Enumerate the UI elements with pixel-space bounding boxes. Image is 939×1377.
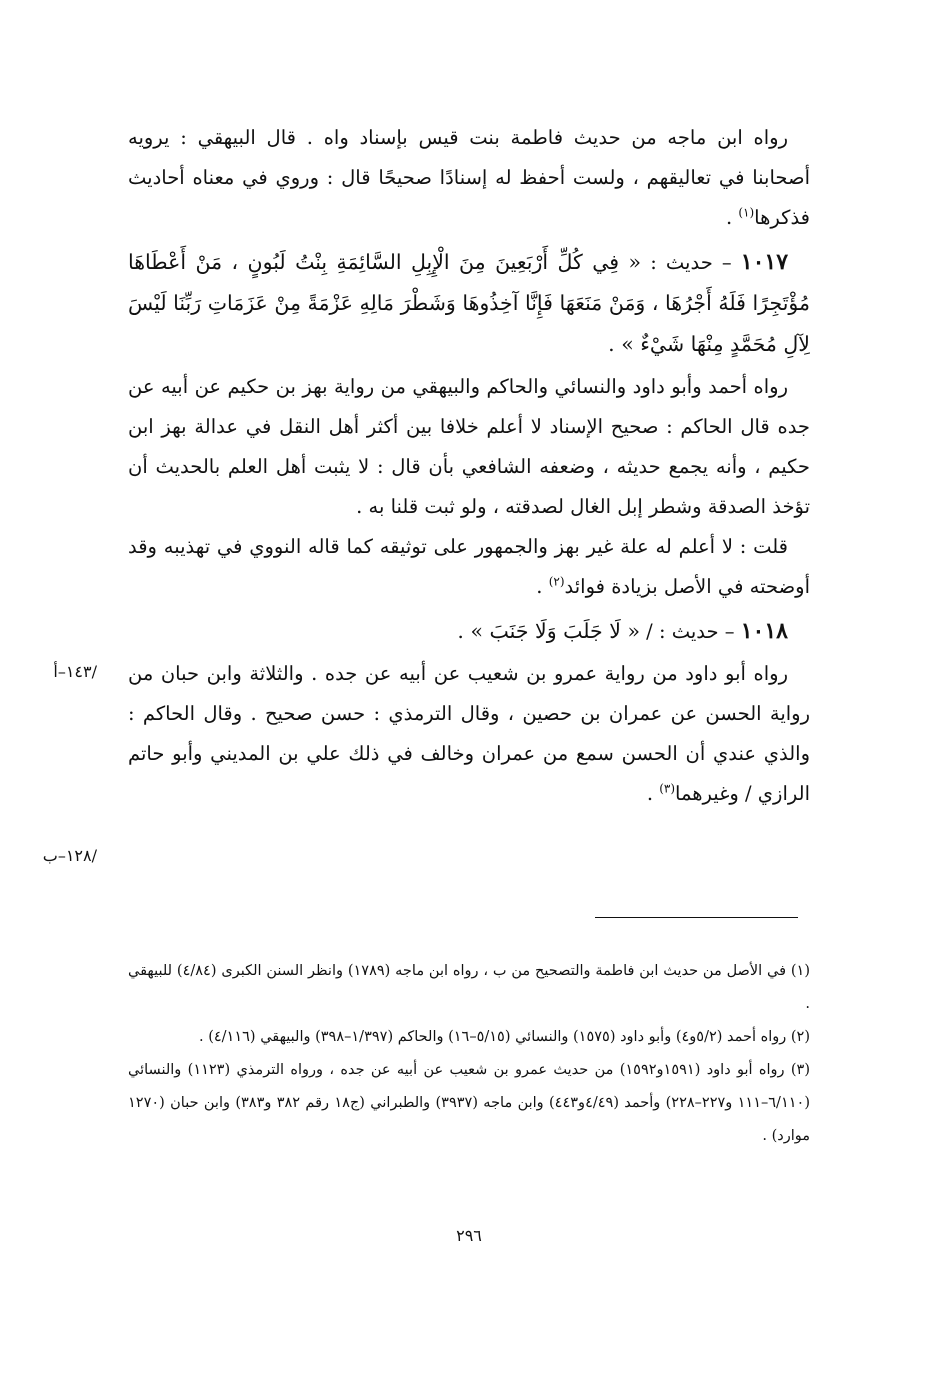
footnote-divider bbox=[595, 917, 798, 918]
page-number: ٢٩٦ bbox=[456, 1226, 482, 1245]
paragraph-author-note: قلت : لا أعلم له علة غير بهز والجمهور على توثيقه كما قاله النووي في تهذيبه وقد أوضحته في الأصل بزيادة فوائد$^{(٢)}$ . bbox=[128, 535, 810, 598]
margin-folio-ref-143a: /١٤٣–أ bbox=[53, 662, 97, 681]
hadith-number: ١٠١٧ bbox=[740, 249, 789, 275]
hadith-text: « فِي كُلِّ أَرْبَعِينَ مِنَ الْإِبِلِ السَّائِمَةِ بِنْتُ لَبُونٍ ، مَنْ أَعْطَاهَا مُؤْتَجِرًا فَلَهُ أَجْرُهَا ، وَمَنْ مَنَعَهَا فَإِنَّا آخِذُوهَا وَشَطْرَ مَالِهِ عَزْمَةً مِنْ عَزَمَاتِ رَبِّنَا لَيْسَ لِآلِ مُحَمَّدٍ مِنْهَا شَيْءٌ » . bbox=[128, 250, 810, 356]
footnote-ref-3[interactable]: (٣) bbox=[659, 781, 676, 796]
hadith-1017: ١٠١٧ – حديث : « فِي كُلِّ أَرْبَعِينَ مِنَ الْإِبِلِ السَّائِمَةِ بِنْتُ لَبُونٍ ، مَنْ أَعْطَاهَا مُؤْتَجِرًا فَلَهُ أَجْرُهَا ، وَمَنْ مَنَعَهَا فَإِنَّا آخِذُوهَا وَشَطْرَ مَالِهِ عَزْمَةً مِنْ عَزَمَاتِ رَبِّنَا لَيْسَ لِآلِ مُحَمَّدٍ مِنْهَا شَيْءٌ » . bbox=[128, 249, 810, 356]
margin-folio-ref-128b: /١٢٨–ب bbox=[42, 846, 97, 865]
paragraph-takhrij-1018: رواه أبو داود من رواية عمرو بن شعيب عن أبيه عن جده . والثلاثة وابن حبان من رواية الحسن عن عمران بن حصين ، وقال الترمذي : حسن صحيح . وقال الحاكم : والذي عندي أن الحسن سمع من عمران وخالف في ذلك علي بن المديني وأبو حاتم الرازي / وغيرهما$^{(٣)}$ . bbox=[128, 662, 810, 805]
footnotes bbox=[128, 955, 810, 1153]
hadith-1018: ١٠١٨ – حديث : / « لَا جَلَبَ وَلَا جَنَبَ » . bbox=[457, 618, 788, 644]
footnote-ref-2[interactable]: (٢) bbox=[548, 574, 565, 589]
footnote-2: (٢) رواه أحمد (٥/٢و٤) وأبو داود (١٥٧٥) والنسائي (٥/١٥–١٦) والحاكم (١/٣٩٧–٣٩٨) والبيهقي (٤/١١٦) . bbox=[198, 1029, 810, 1045]
footnote-ref-1[interactable]: (١) bbox=[738, 205, 755, 220]
hadith-number: ١٠١٨ bbox=[740, 618, 788, 644]
paragraph-takhrij-1017: رواه أحمد وأبو داود والنسائي والحاكم والبيهقي من رواية بهز بن حكيم عن أبيه عن جده قال الحاكم : صحيح الإسناد لا أعلم خلافا بين أكثر أهل النقل في عدالة بهز ابن حكيم ، وأنه يجمع حديثه ، وضعفه الشافعي بأن قال : لا يثبت أهل العلم بالحديث أن تؤخذ الصدقة وشطر إبل الغال لصدقته ، ولو ثبت قلنا به . bbox=[128, 375, 810, 518]
footnote-3: (٣) رواه أبو داود (١٥٩١و١٥٩٢) من حديث عمرو بن شعيب عن أبيه عن جده ، ورواه الترمذي (١١٢٣) والنسائي (٦/١١٠–١١١ و٢٢٧–٢٢٨) وأحمد (٤/٤٩و٤٤٣) وابن ماجه (٣٩٣٧) والطبراني (ج١٨ رقم ٣٨٢ و٣٨٣) وابن حبان (١٢٧٠ موارد) . bbox=[128, 1062, 810, 1144]
hadith-text: « لَا جَلَبَ وَلَا جَنَبَ » . bbox=[457, 619, 640, 643]
paragraph-ibn-majah: رواه ابن ماجه من حديث فاطمة بنت قيس بإسناد واه . قال البيهقي : يرويه أصحابنا في تعاليقهم ، ولست أحفظ له إسنادًا صحيحًا قال : وروي في معناه أحاديث فذكرها$^{(١)}$ . bbox=[128, 126, 810, 229]
main-text bbox=[128, 118, 810, 814]
footnote-1: (١) في الأصل من حديث ابن فاطمة والتصحيح من ب ، رواه ابن ماجه (١٧٨٩) وانظر السنن الكبرى (٤/٨٤) للبيهقي . bbox=[128, 963, 811, 1012]
